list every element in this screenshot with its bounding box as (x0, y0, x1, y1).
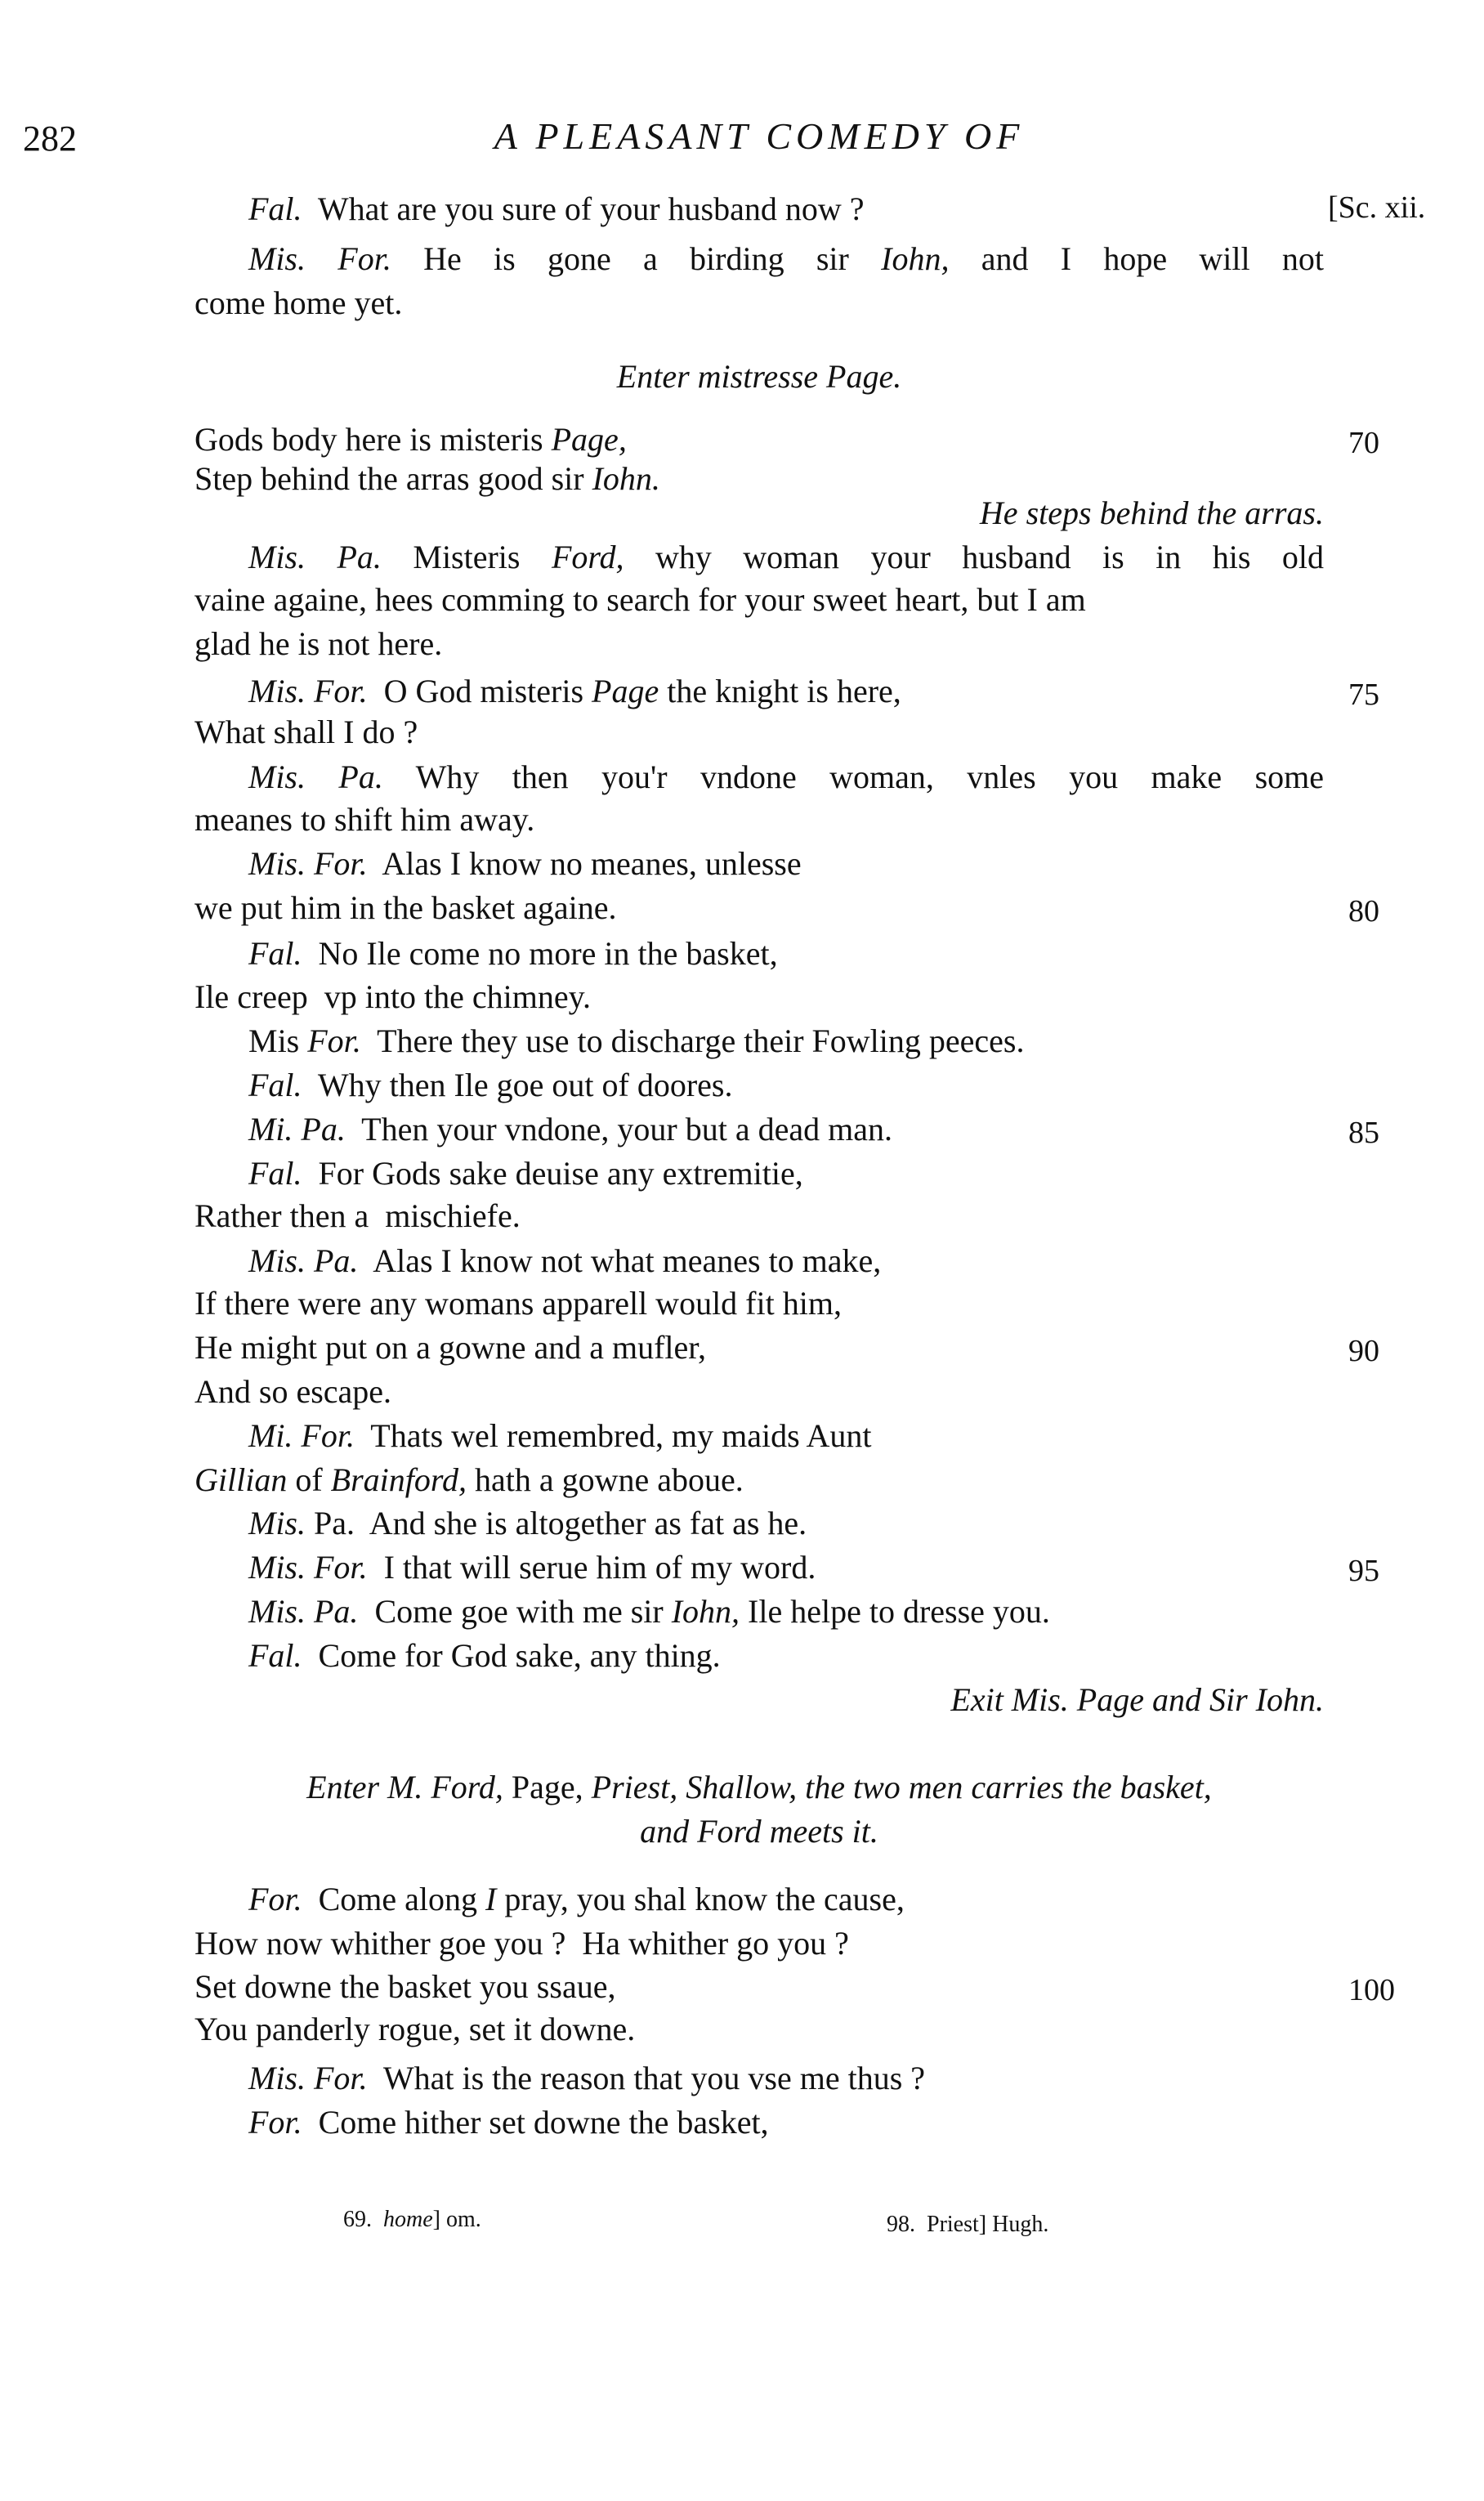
text-line (248, 758, 1324, 797)
italic-text: Mis. For. (248, 1549, 368, 1586)
italic-text: Mis. (248, 1505, 306, 1541)
text-segment: Rather then a mischiefe. (194, 1197, 521, 1234)
footnote-note: ] Hugh. (978, 2212, 1049, 2237)
text-segment: we put him in the basket againe. (194, 889, 617, 926)
text-segment: why woman your husband is in his old (655, 539, 1325, 575)
text-segment: And so escape. (194, 1373, 392, 1410)
italic-text: Exit Mis. Page and Sir Iohn. (950, 1681, 1324, 1718)
italic-text: Fal. (248, 190, 302, 227)
text-line (194, 978, 591, 1017)
text-segment: Come along (302, 1881, 485, 1917)
text-line (194, 624, 442, 664)
line-number: 90 (1348, 1334, 1379, 1368)
footnote-lemma: Priest (927, 2212, 979, 2237)
line-number: 85 (1348, 1116, 1379, 1150)
line-number: 70 (1348, 426, 1379, 460)
stage-direction (194, 494, 1324, 533)
text-segment: Set downe the basket you ssaue, (194, 1968, 616, 2005)
italic-text: and Ford meets it. (640, 1813, 878, 1850)
text-line (248, 934, 778, 973)
italic-text: Mis. Pa. (248, 1593, 359, 1630)
text-line (194, 1197, 521, 1236)
text-line (248, 1242, 881, 1281)
running-title: A PLEASANT COMEDY OF (494, 115, 1025, 157)
italic-text: Brainford, (330, 1461, 467, 1498)
text-segment: There they use to discharge their Fowling peeces. (360, 1022, 1025, 1059)
text-line (194, 420, 627, 459)
italic-text: He steps behind the arras. (979, 494, 1324, 531)
text-line (248, 1636, 721, 1676)
text-line (194, 1328, 706, 1367)
line-number: 80 (1348, 894, 1379, 928)
text-segment: Alas I know no meanes, unlesse (367, 845, 802, 882)
text-segment: Come goe with me sir (358, 1593, 672, 1630)
text-line (194, 713, 418, 752)
text-line (194, 1284, 842, 1323)
text-line (194, 1372, 391, 1412)
italic-text: Ford, (551, 539, 624, 575)
text-line (248, 2103, 769, 2142)
text-segment: O God misteris (367, 673, 592, 709)
italic-text: Gillian (194, 1461, 288, 1498)
text-segment: come home yet. (194, 284, 403, 321)
text-line (194, 1461, 744, 1500)
text-line (194, 2010, 635, 2049)
text-segment: meanes to shift him away. (194, 801, 535, 838)
text-segment: He is gone a birding sir (423, 240, 882, 277)
text-line (248, 190, 865, 229)
text-line (194, 888, 617, 928)
text-line (248, 1066, 732, 1105)
text-line (194, 1924, 849, 1963)
scene-reference: [Sc. xii. (1328, 190, 1426, 225)
text-segment: of (287, 1461, 331, 1498)
italic-text: Enter M. Ford, (306, 1769, 503, 1805)
text-segment: the knight is here, (659, 673, 901, 709)
stage-direction (194, 1768, 1324, 1807)
page-number: 282 (23, 119, 77, 159)
italic-text: Mis. For. (248, 240, 391, 277)
footnote (887, 2212, 1048, 2238)
text-line (194, 459, 660, 499)
text-line (248, 1416, 871, 1456)
text-segment: How now whither goe you ? Ha whither go you ? (194, 1925, 849, 1962)
text-line (248, 1154, 803, 1193)
text-segment: If there were any womans apparell would fit him, (194, 1285, 842, 1322)
italic-text: Page (592, 673, 659, 709)
italic-text: Mis. Pa. (248, 758, 383, 795)
text-line (248, 1592, 1050, 1631)
text-segment: What shall I do ? (194, 714, 418, 750)
text-segment: No Ile come no more in the basket, (302, 935, 778, 972)
stage-direction (194, 1680, 1324, 1720)
text-segment: vaine againe, hees comming to search for your sweet heart, but I am (194, 581, 1086, 618)
text-segment: Pa. And she is altogether as fat as he. (306, 1505, 807, 1541)
italic-text: Mis. For. (248, 2060, 368, 2096)
text-segment: For Gods sake deuise any extremitie, (302, 1155, 803, 1192)
text-line (248, 1504, 807, 1543)
text-segment: hath a gowne aboue. (466, 1461, 744, 1498)
text-segment: He might put on a gowne and a mufler, (194, 1329, 707, 1366)
italic-text: Iohn, (881, 240, 950, 277)
footnote-number: 69. (343, 2207, 372, 2232)
text-segment: I that will serue him of my word. (367, 1549, 816, 1586)
text-segment: Gods body here is misteris (194, 421, 552, 458)
italic-text: Mis. For. (248, 673, 368, 709)
line-number: 75 (1348, 678, 1379, 712)
italic-text: Fal. (248, 935, 302, 972)
text-line (194, 1967, 615, 2007)
text-segment: Why then you'r vndone woman, vnles you make some (415, 758, 1325, 795)
footnote (343, 2207, 481, 2233)
italic-text: For. (248, 2104, 302, 2141)
italic-text: Page, (551, 421, 627, 458)
italic-text: Fal. (248, 1155, 302, 1192)
text-segment: Ile creep vp into the chimney. (194, 978, 591, 1015)
text-line (248, 2059, 925, 2098)
text-segment: Come for God sake, any thing. (302, 1637, 721, 1674)
text-segment: Page, (503, 1769, 592, 1805)
text-segment: Alas I know not what meanes to make, (358, 1242, 882, 1279)
text-line (194, 580, 1086, 620)
italic-text: For. (248, 1881, 302, 1917)
text-segment: glad he is not here. (194, 625, 443, 662)
footnote-note: ] om. (432, 2207, 481, 2232)
text-segment: Misteris (413, 539, 552, 575)
text-line (248, 239, 1324, 279)
text-line (248, 672, 901, 711)
text-segment: Then your vndone, your but a dead man. (345, 1111, 892, 1148)
italic-text: I (485, 1881, 497, 1917)
text-segment: Ile helpe to dresse you. (740, 1593, 1050, 1630)
stage-direction (194, 357, 1324, 396)
text-segment: Why then Ile goe out of doores. (302, 1067, 733, 1103)
italic-text: For. (307, 1022, 361, 1059)
italic-text: Mis. Pa. (248, 539, 382, 575)
footnote-number: 98. (887, 2212, 915, 2237)
text-segment: What is the reason that you vse me thus ? (367, 2060, 926, 2096)
text-segment: What are you sure of your husband now ? (302, 190, 865, 227)
footnote-lemma: home (383, 2207, 433, 2232)
text-line (248, 1110, 892, 1149)
text-line (248, 538, 1324, 577)
text-segment: Mis (248, 1022, 308, 1059)
text-segment: Thats wel remembred, my maids Aunt (355, 1417, 872, 1454)
text-segment: Come hither set downe the basket, (302, 2104, 769, 2141)
text-segment: You panderly rogue, set it downe. (194, 2011, 636, 2047)
italic-text: Fal. (248, 1637, 302, 1674)
text-line (248, 1022, 1024, 1061)
text-segment: and I hope will not (981, 240, 1325, 277)
italic-text: Mi. For. (248, 1417, 355, 1454)
text-line (248, 1880, 905, 1919)
italic-text: Mis. For. (248, 845, 368, 882)
text-line (194, 284, 402, 323)
stage-direction (194, 1812, 1324, 1851)
italic-text: Iohn. (592, 460, 660, 497)
text-segment: Step behind the arras good sir (194, 460, 592, 497)
line-number: 95 (1348, 1554, 1379, 1588)
italic-text: Mis. Pa. (248, 1242, 359, 1279)
italic-text: Iohn, (671, 1593, 740, 1630)
italic-text: Priest, Shallow, the two men carries the basket, (591, 1769, 1212, 1805)
text-line (194, 800, 534, 839)
text-line (248, 1548, 816, 1587)
text-segment: pray, you shal know the cause, (496, 1881, 905, 1917)
italic-text: Mi. Pa. (248, 1111, 346, 1148)
italic-text: Fal. (248, 1067, 302, 1103)
text-line (248, 844, 802, 884)
italic-text: Enter mistresse Page. (616, 358, 902, 395)
line-number: 100 (1348, 1973, 1395, 2007)
